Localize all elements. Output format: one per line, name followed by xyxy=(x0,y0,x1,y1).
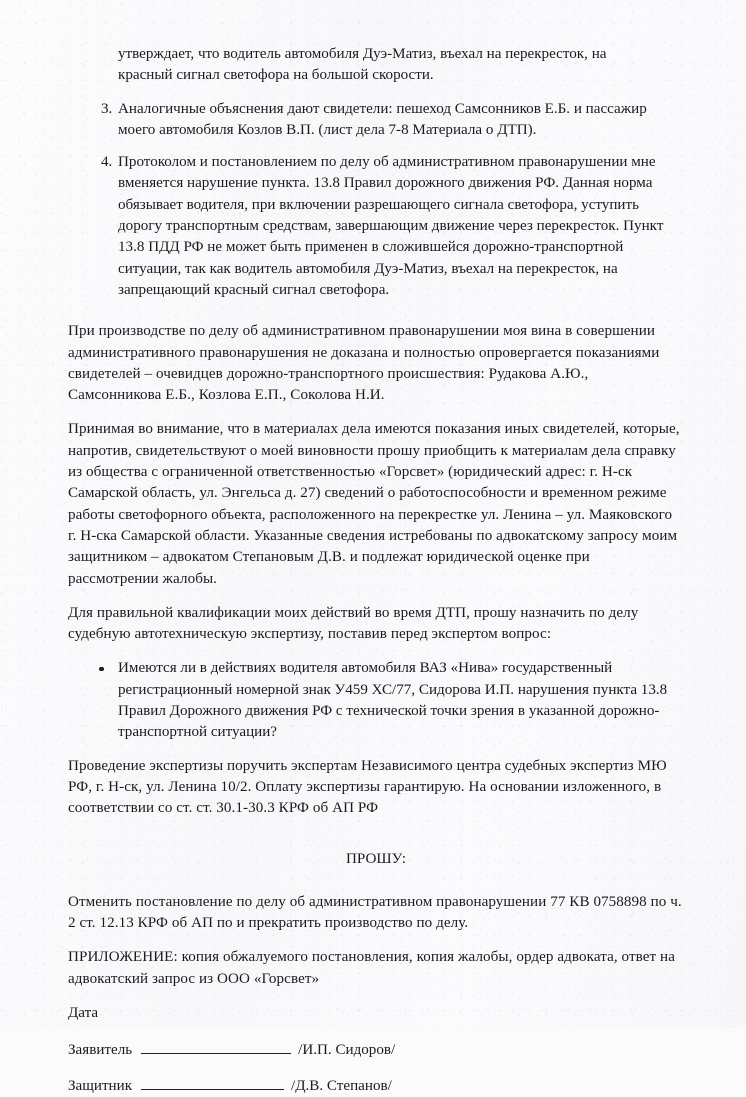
list-item-text: Протоколом и постановлением по делу об административном правонарушении мне вменяется нарушение пункта. 13.8 Правил дорожного движения РФ. Данная норма обязывает водителя, при включении разрешающего сигнала светофора, уступить дорогу транспортным средствам, завершающим движение через перекресток. Пункт 13.8 ПДД РФ не может быть применен в сложившейся дорожно-транспортной ситуации, так как водитель автомобиля Дуэ-Матиз, въехал на перекресток, на запрещающий красный сигнал светофора. xyxy=(118,154,664,298)
signature-role-label: Защитник xyxy=(68,1077,133,1094)
expert-question-text: Имеются ли в действиях водителя автомобиля ВАЗ «Нива» государственный регистрационный номерной знак У459 ХС/77, Сидорова И.П. нарушения пункта 13.8 Правил Дорожного движения РФ с технической точки зрения в указанной дорожно-транспортной ситуации? xyxy=(118,660,668,741)
list-item-text: Аналогичные объяснения дают свидетели: пешеход Самсонников Е.Б. и пассажир моего автомобиля Козлов В.П. (лист дела 7-8 Материала о ДТП). xyxy=(118,100,647,138)
petition-heading: ПРОШУ: xyxy=(346,850,406,867)
numbered-list xyxy=(68,99,684,302)
paragraph-guilt-not-proven: При производстве по делу об административном правонарушении моя вина в совершении административного правонарушения не доказана и полностью опровергается показаниями свидетелей – очевидцев дорожно-транспортного происшествия: Рудакова А.Ю., Самсонникова Е.Б., Козлова Е.П., Соколова Н.И. xyxy=(68,323,660,404)
signature-role-label: Заявитель xyxy=(68,1042,133,1059)
date-label: Дата xyxy=(68,1004,99,1021)
signature-row-defender xyxy=(68,1076,684,1097)
numbered-item-3 xyxy=(68,99,684,142)
continued-paragraph xyxy=(68,44,684,87)
list-marker: 3. xyxy=(101,100,113,117)
spacer xyxy=(68,870,684,892)
numbered-item-4 xyxy=(68,152,684,301)
bullet-icon xyxy=(99,667,104,672)
expert-question-item xyxy=(68,658,684,743)
expert-question-list xyxy=(68,658,684,743)
petition-body: Отменить постановление по делу об административном правонарушении 77 КВ 0758898 по ч. 2 ст. 12.13 КРФ об АП по и прекратить производство по делу. xyxy=(68,893,682,932)
signature-line[interactable] xyxy=(141,1076,284,1090)
paragraph-request-expertise: Для правильной квалификации моих действий во время ДТП, прошу назначить по делу судебную автотехническую экспертизу, поставив перед экспертом вопрос: xyxy=(68,604,639,643)
signature-name: /И.П. Сидоров/ xyxy=(298,1042,396,1059)
list-marker: 4. xyxy=(101,154,113,171)
continued-line-2: красный сигнал светофора на большой скорости. xyxy=(118,67,434,84)
signature-row-applicant xyxy=(68,1040,684,1061)
spacer xyxy=(68,312,684,321)
paragraph-expertise-assignment: Проведение экспертизы поручить экспертам Независимого центра судебных экспертиз МЮ РФ, г. Н-ск, ул. Ленина 10/2. Оплату экспертизы гарантирую. На основании изложенного, в соответствии со ст. ст. 30.1-30.3 КРФ об АП РФ xyxy=(68,757,667,817)
paragraph-request-evidence: Принимая во внимание, что в материалах дела имеются показания иных свидетелей, которые, напротив, свидетельствуют о моей виновности прошу приобщить к материалам дела справку из общества с ограниченной ответственностью «Горсвет» (юридический адрес: г. Н-ск Самарской область, ул. Энгельса д. 27) сведений о работоспособности и временном режиме работы светофорного объекта, расположенного на перекрестке ул. Ленина – ул. Маяковского г. Н-ска Самарской области. Указанные сведения истребованы по адвокатскому запросу моим защитником – адвокатом Степановым Д.В. и подлежат юридической оценке при рассмотрении жалобы. xyxy=(68,421,680,587)
attachment-paragraph: ПРИЛОЖЕНИЕ: копия обжалуемого постановления, копия жалобы, ордер адвоката, ответ на адвокатский запрос из ООО «Горсвет» xyxy=(68,949,675,987)
continued-line-1: утверждает, что водитель автомобиля Дуэ-Матиз, въехал на перекресток, на xyxy=(118,46,607,62)
signature-name: /Д.В. Степанов/ xyxy=(291,1077,392,1094)
signature-line[interactable] xyxy=(141,1040,291,1054)
spacer xyxy=(68,833,684,849)
